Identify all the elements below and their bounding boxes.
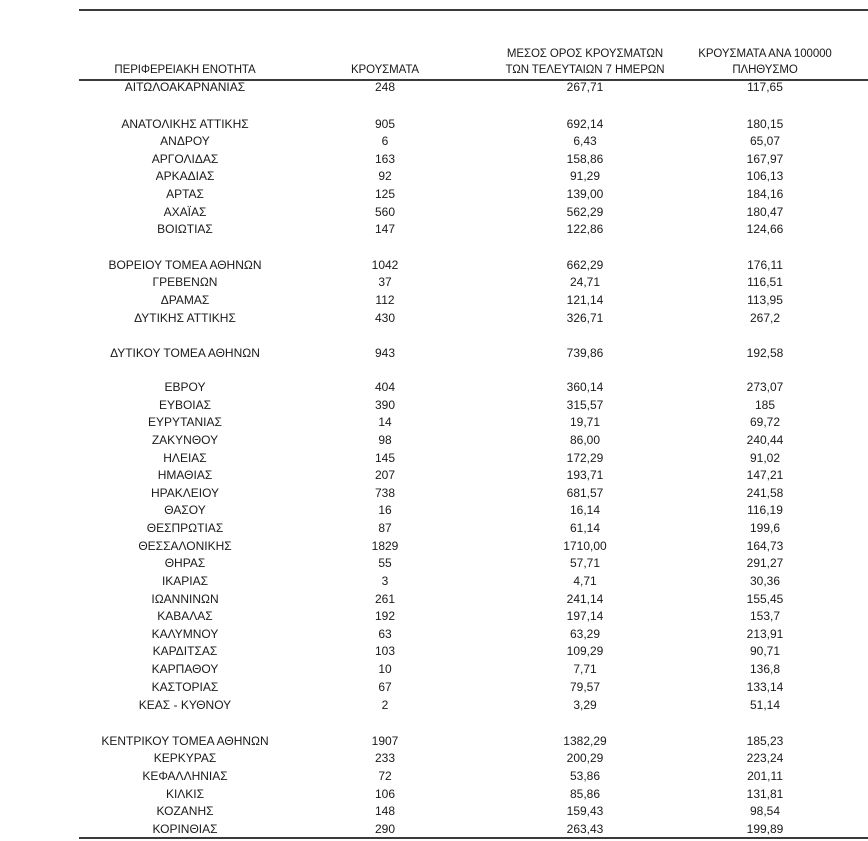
avg7-cell: 19,71 [569, 415, 601, 429]
bottom-rule [79, 837, 868, 839]
cases-cell: 10 [378, 662, 392, 676]
region-cell: ΚΟΡΙΝΘΙΑΣ [152, 822, 218, 836]
cases-cell: 14 [378, 415, 392, 429]
per100k-cell: 90,71 [749, 644, 781, 658]
header-avg7-line2: ΤΩΝ ΤΕΛΕΥΤΑΙΩΝ 7 ΗΜΕΡΩΝ [505, 64, 665, 76]
avg7-cell: 681,57 [566, 486, 604, 500]
cases-cell: 125 [374, 187, 396, 201]
table-row [0, 697, 868, 715]
region-cell: ΑΡΤΑΣ [166, 187, 204, 201]
region-cell: ΚΑΡΔΙΤΣΑΣ [152, 644, 218, 658]
region-cell: ΔΡΑΜΑΣ [160, 293, 210, 307]
cases-cell: 87 [378, 521, 392, 535]
region-cell: ΘΕΣΠΡΩΤΙΑΣ [146, 521, 224, 535]
table-row [0, 803, 868, 821]
region-cell: ΚΑΒΑΛΑΣ [157, 609, 213, 623]
region-cell: ΘΕΣΣΑΛΟΝΙΚΗΣ [138, 539, 232, 553]
cases-cell: 63 [378, 627, 392, 641]
avg7-cell: 63,29 [569, 627, 601, 641]
region-cell: ΕΒΡΟΥ [164, 380, 206, 394]
per100k-cell: 106,13 [746, 169, 784, 183]
table-row [0, 432, 868, 450]
table-row [0, 310, 868, 328]
cases-cell: 248 [374, 80, 396, 94]
avg7-cell: 6,43 [573, 134, 597, 148]
region-cell: ΚΟΖΑΝΗΣ [156, 804, 214, 818]
region-cell: ΚΕΝΤΡΙΚΟΥ ΤΟΜΕΑ ΑΘΗΝΩΝ [101, 734, 269, 748]
region-cell: ΑΙΤΩΛΟΑΚΑΡΝΑΝΙΑΣ [124, 80, 246, 94]
table-row [0, 626, 868, 644]
avg7-cell: 16,14 [569, 503, 601, 517]
avg7-cell: 193,71 [566, 468, 604, 482]
per100k-cell: 164,73 [746, 539, 784, 553]
region-cell: ΑΝΔΡΟΥ [160, 134, 210, 148]
region-cell: ΚΙΛΚΙΣ [165, 787, 205, 801]
top-rule [79, 9, 868, 11]
table-row [0, 750, 868, 768]
table-row [0, 643, 868, 661]
per100k-cell: 184,16 [746, 187, 784, 201]
cases-cell: 145 [374, 451, 396, 465]
region-cell: ΚΑΣΤΟΡΙΑΣ [151, 680, 219, 694]
region-cell: ΑΡΓΟΛΙΔΑΣ [151, 152, 219, 166]
per100k-cell: 133,14 [746, 680, 784, 694]
per100k-cell: 167,97 [746, 152, 784, 166]
cases-cell: 207 [374, 468, 396, 482]
header-cases: ΚΡΟΥΣΜΑΤΑ [350, 64, 420, 76]
region-cell: ΘΑΣΟΥ [164, 503, 206, 517]
cases-cell: 560 [374, 205, 396, 219]
avg7-cell: 159,43 [566, 804, 604, 818]
per100k-cell: 241,58 [746, 486, 784, 500]
cases-cell: 738 [374, 486, 396, 500]
region-cell: ΚΕΦΑΛΛΗΝΙΑΣ [142, 769, 228, 783]
avg7-cell: 172,29 [566, 451, 604, 465]
region-cell: ΑΝΑΤΟΛΙΚΗΣ ΑΤΤΙΚΗΣ [121, 117, 249, 131]
avg7-cell: 53,86 [569, 769, 601, 783]
cases-cell: 112 [375, 293, 395, 307]
per100k-cell: 69,72 [749, 415, 781, 429]
region-cell: ΚΕΡΚΥΡΑΣ [153, 751, 217, 765]
header-avg7-line1: ΜΕΣΟΣ ΟΡΟΣ ΚΡΟΥΣΜΑΤΩΝ [506, 48, 664, 60]
table-row [0, 79, 868, 97]
region-cell: ΚΑΛΥΜΝΟΥ [151, 627, 219, 641]
table-row [0, 345, 868, 363]
table-row [0, 414, 868, 432]
table-row [0, 538, 868, 556]
per100k-cell: 113,95 [747, 293, 783, 307]
cases-cell: 148 [374, 804, 396, 818]
per100k-cell: 185 [754, 398, 776, 412]
table-row [0, 151, 868, 169]
per100k-cell: 117,65 [747, 80, 783, 94]
avg7-cell: 57,71 [569, 556, 601, 570]
region-cell: ΓΡΕΒΕΝΩΝ [152, 275, 218, 289]
avg7-cell: 139,00 [566, 187, 604, 201]
cases-cell: 163 [374, 152, 396, 166]
per100k-cell: 30,36 [749, 574, 781, 588]
cases-cell: 37 [378, 275, 392, 289]
cases-cell: 290 [374, 822, 396, 836]
table-row [0, 768, 868, 786]
avg7-cell: 4,71 [573, 574, 597, 588]
table-row [0, 555, 868, 573]
avg7-cell: 692,14 [566, 117, 604, 131]
per100k-cell: 155,45 [746, 592, 784, 606]
table-row [0, 520, 868, 538]
table-row [0, 573, 868, 591]
avg7-cell: 241,14 [566, 592, 604, 606]
table-row [0, 186, 868, 204]
per100k-cell: 51,14 [749, 698, 781, 712]
per100k-cell: 153,7 [749, 609, 781, 623]
avg7-cell: 562,29 [566, 205, 604, 219]
header-per100k-line2: ΠΛΗΘΥΣΜΟ [732, 64, 798, 76]
cases-cell: 233 [374, 751, 396, 765]
region-cell: ΖΑΚΥΝΘΟΥ [151, 433, 219, 447]
avg7-cell: 86,00 [569, 433, 601, 447]
cases-cell: 3 [381, 574, 389, 588]
per100k-cell: 116,19 [747, 503, 783, 517]
table-row [0, 608, 868, 626]
avg7-cell: 61,14 [569, 521, 601, 535]
cases-cell: 192 [374, 609, 396, 623]
header-per100k [670, 46, 860, 78]
cases-cell: 72 [378, 769, 392, 783]
cases-cell: 1907 [371, 734, 399, 748]
avg7-cell: 200,29 [566, 751, 604, 765]
cases-cell: 905 [374, 117, 396, 131]
cases-cell: 92 [378, 169, 392, 183]
cases-cell: 1829 [371, 539, 399, 553]
per100k-cell: 180,15 [746, 117, 784, 131]
cases-cell: 16 [378, 503, 392, 517]
avg7-cell: 24,71 [569, 275, 601, 289]
table-row [0, 204, 868, 222]
table-row [0, 379, 868, 397]
table-row [0, 786, 868, 804]
avg7-cell: 122,86 [566, 222, 604, 236]
table-row [0, 502, 868, 520]
cases-cell: 943 [374, 346, 396, 360]
table-row [0, 133, 868, 151]
region-cell: ΙΩΑΝΝΙΝΩΝ [151, 592, 219, 606]
avg7-cell: 315,57 [566, 398, 604, 412]
region-cell: ΔΥΤΙΚΗΣ ΑΤΤΙΚΗΣ [134, 311, 236, 325]
per100k-cell: 91,02 [749, 451, 781, 465]
cases-cell: 404 [374, 380, 396, 394]
cases-cell: 67 [378, 680, 392, 694]
region-cell: ΑΧΑΪΑΣ [163, 205, 207, 219]
table-row [0, 591, 868, 609]
cases-cell: 430 [374, 311, 396, 325]
avg7-cell: 85,86 [569, 787, 601, 801]
avg7-cell: 121,14 [566, 293, 604, 307]
table-row [0, 397, 868, 415]
per100k-cell: 199,89 [746, 822, 784, 836]
avg7-cell: 158,86 [566, 152, 604, 166]
avg7-cell: 1382,29 [563, 734, 607, 748]
header-avg7 [480, 46, 690, 78]
table-row [0, 679, 868, 697]
cases-cell: 147 [374, 222, 396, 236]
per100k-cell: 116,51 [747, 275, 783, 289]
per100k-cell: 199,6 [749, 521, 781, 535]
region-cell: ΙΚΑΡΙΑΣ [161, 574, 209, 588]
table-row [0, 168, 868, 186]
per100k-cell: 267,2 [749, 311, 781, 325]
per100k-cell: 201,11 [747, 769, 783, 783]
header-region: ΠΕΡΙΦΕΡΕΙΑΚΗ ΕΝΟΤΗΤΑ [114, 64, 256, 76]
per100k-cell: 176,11 [747, 258, 783, 272]
avg7-cell: 263,43 [566, 822, 604, 836]
region-cell: ΒΟΡΕΙΟΥ ΤΟΜΕΑ ΑΘΗΝΩΝ [108, 258, 262, 272]
avg7-cell: 1710,00 [563, 539, 607, 553]
per100k-cell: 131,81 [746, 787, 784, 801]
table-row [0, 274, 868, 292]
per100k-cell: 124,66 [746, 222, 784, 236]
cases-cell: 106 [374, 787, 396, 801]
table-row [0, 485, 868, 503]
table-row [0, 116, 868, 134]
cases-cell: 1042 [371, 258, 399, 272]
region-cell: ΕΥΡΥΤΑΝΙΑΣ [148, 415, 222, 429]
table-row [0, 821, 868, 839]
per100k-cell: 185,23 [746, 734, 784, 748]
cases-cell: 55 [378, 556, 392, 570]
table-row [0, 467, 868, 485]
avg7-cell: 91,29 [569, 169, 601, 183]
header-per100k-line1: ΚΡΟΥΣΜΑΤΑ ΑΝΑ 100000 [698, 48, 832, 60]
region-cell: ΕΥΒΟΙΑΣ [158, 398, 212, 412]
avg7-cell: 7,71 [573, 662, 597, 676]
avg7-cell: 267,71 [566, 80, 604, 94]
per100k-cell: 192,58 [746, 346, 784, 360]
avg7-cell: 739,86 [566, 346, 604, 360]
per100k-cell: 147,21 [746, 468, 784, 482]
table-row [0, 450, 868, 468]
cases-cell: 390 [374, 398, 396, 412]
region-cell: ΒΟΙΩΤΙΑΣ [157, 222, 213, 236]
region-cell: ΘΗΡΑΣ [164, 556, 206, 570]
table-row [0, 292, 868, 310]
avg7-cell: 662,29 [566, 258, 604, 272]
per100k-cell: 136,8 [749, 662, 781, 676]
per100k-cell: 291,27 [746, 556, 784, 570]
per100k-cell: 213,91 [746, 627, 784, 641]
per100k-cell: 240,44 [746, 433, 784, 447]
cases-cell: 6 [381, 134, 389, 148]
per100k-cell: 180,47 [746, 205, 784, 219]
avg7-cell: 79,57 [569, 680, 601, 694]
per100k-cell: 273,07 [746, 380, 784, 394]
cases-cell: 261 [374, 592, 396, 606]
region-cell: ΔΥΤΙΚΟΥ ΤΟΜΕΑ ΑΘΗΝΩΝ [110, 346, 260, 360]
cases-cell: 2 [381, 698, 389, 712]
table-row [0, 733, 868, 751]
cases-cell: 103 [374, 644, 396, 658]
avg7-cell: 109,29 [566, 644, 604, 658]
cases-cell: 98 [378, 433, 392, 447]
region-cell: ΗΛΕΙΑΣ [163, 451, 207, 465]
avg7-cell: 3,29 [573, 698, 597, 712]
table-row [0, 221, 868, 239]
per100k-cell: 98,54 [749, 804, 781, 818]
avg7-cell: 360,14 [566, 380, 604, 394]
avg7-cell: 197,14 [566, 609, 604, 623]
per100k-cell: 65,07 [749, 134, 781, 148]
region-cell: ΚΕΑΣ - ΚΥΘΝΟΥ [138, 698, 232, 712]
region-cell: ΚΑΡΠΑΘΟΥ [151, 662, 219, 676]
table-row [0, 661, 868, 679]
avg7-cell: 326,71 [566, 311, 604, 325]
per100k-cell: 223,24 [746, 751, 784, 765]
table-row [0, 257, 868, 275]
region-cell: ΗΡΑΚΛΕΙΟΥ [150, 486, 220, 500]
region-cell: ΗΜΑΘΙΑΣ [157, 468, 213, 482]
region-cell: ΑΡΚΑΔΙΑΣ [155, 169, 215, 183]
